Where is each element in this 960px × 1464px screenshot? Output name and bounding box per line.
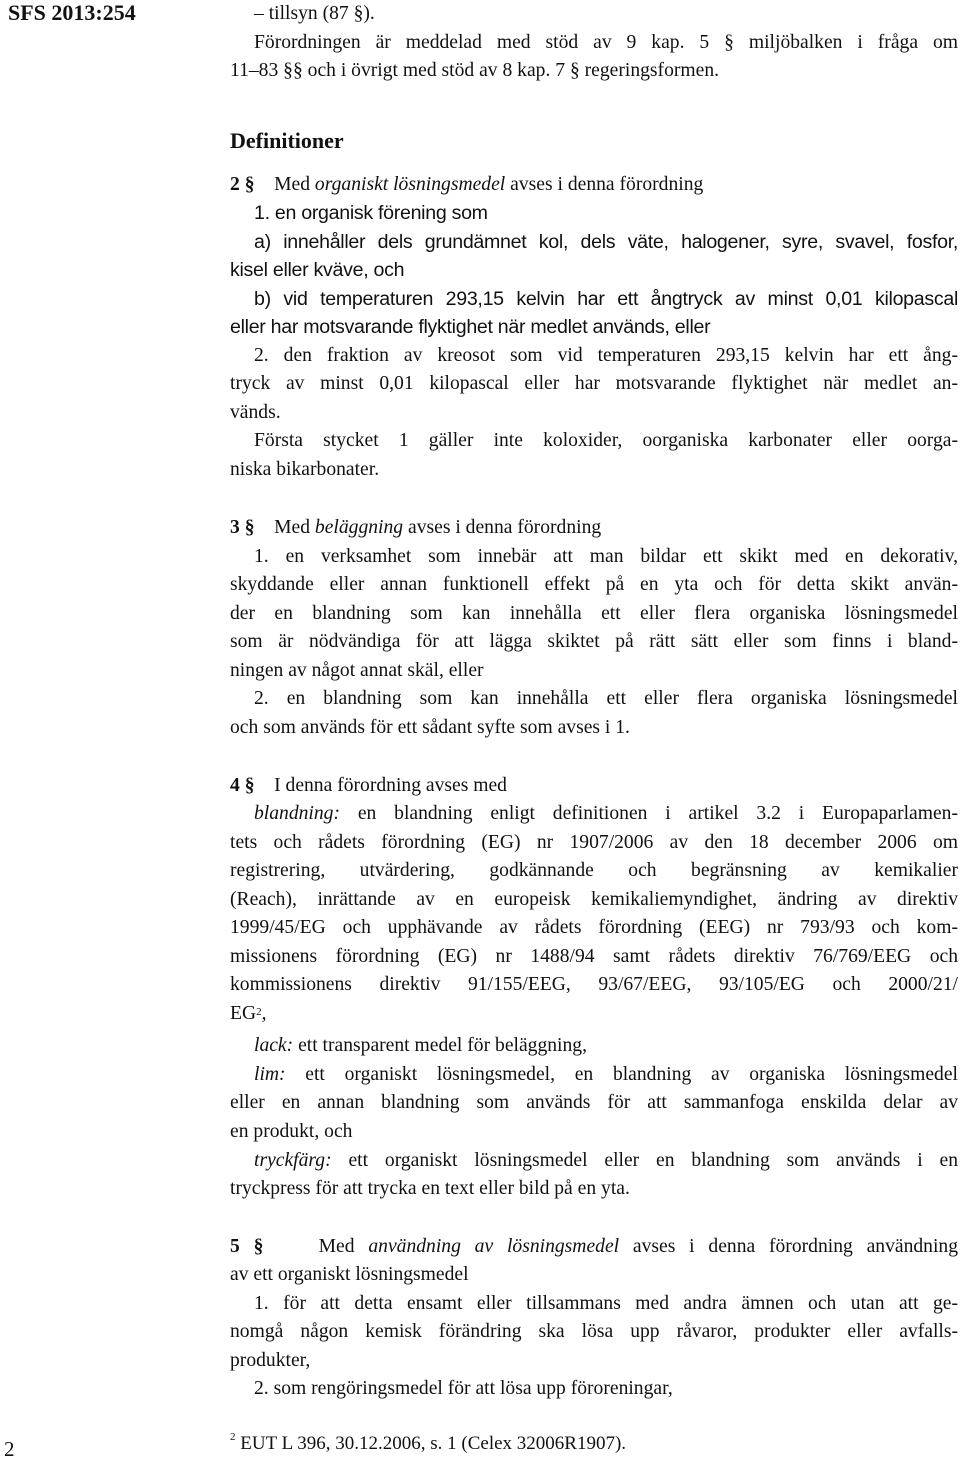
- section-text: Med: [318, 1236, 355, 1257]
- s2-line-1: 1. en organisk förening som: [254, 202, 488, 224]
- section-text: Med: [274, 174, 311, 195]
- s4-line-8: [230, 1000, 958, 1028]
- s5-line-1: 1. för att detta ensamt eller tillsammans med andra ämnen och utan att ge-: [254, 1293, 958, 1314]
- intro-line-1: – tillsyn (87 §).: [254, 3, 375, 24]
- s5-line-4: 2. som rengöringsmedel för att lösa upp föroreningar,: [254, 1378, 673, 1399]
- s4-line-11: eller en annan blandning som används för att sammanfoga enskilda delar av: [230, 1092, 958, 1113]
- definition-text: ett transparent medel för beläggning,: [298, 1035, 587, 1056]
- s2-line-3: kisel eller kväve, och: [230, 259, 405, 281]
- s3-line-1: 1. en verksamhet som innebär att man bildar ett skikt med en dekorativ,: [254, 546, 958, 567]
- definition-text: ,: [261, 1003, 267, 1024]
- s4-line-9: [254, 1032, 958, 1060]
- s2-line-10: niska bikarbonater.: [230, 459, 380, 480]
- footnote: [230, 1433, 626, 1455]
- s4-line-4: (Reach), inrättande av en europeisk kemikaliemyndighet, ändring av direktiv: [230, 889, 958, 910]
- s2-line-8: vänds.: [230, 402, 281, 423]
- section-text: I denna förordning avses med: [274, 775, 507, 796]
- section-4-title: [230, 772, 958, 800]
- s5-line-2: nomgå någon kemisk förändring ska lösa upp råvaror, produkter eller avfalls-: [230, 1321, 958, 1342]
- definition-text: en blandning enligt definitionen i artikel 3.2 i Europaparlamen-: [357, 803, 958, 824]
- s2-line-4: b) vid temperaturen 293,15 kelvin har ett ångtryck av minst 0,01 kilopascal: [254, 288, 958, 310]
- section-number: 3 §: [230, 517, 255, 538]
- s2-line-2: a) innehåller dels grundämnet kol, dels väte, halogener, syre, svavel, fosfor,: [254, 231, 958, 253]
- s3-line-5: ningen av något annat skäl, eller: [230, 660, 484, 681]
- section-text: avses i denna förordning: [408, 517, 602, 538]
- s2-line-6: 2. den fraktion av kreosot som vid temperaturen 293,15 kelvin har ett ång-: [254, 345, 958, 366]
- section-3-title: [230, 514, 958, 542]
- s4-line-6: missionens förordning (EG) nr 1488/94 samt rådets direktiv 76/769/EEG och: [230, 946, 958, 967]
- page-number: 2: [4, 1437, 15, 1461]
- s3-line-4: som är nödvändiga för att lägga skiktet på rätt sätt eller som finns i bland-: [230, 631, 958, 652]
- s3-line-2: skyddande eller annan funktionell effekt på en yta och för detta skikt använ-: [230, 574, 958, 595]
- section-text: Med: [274, 517, 311, 538]
- section-5-title: [230, 1233, 958, 1261]
- intro-line-3: 11–83 §§ och i övrigt med stöd av 8 kap. 7 § regeringsformen.: [230, 60, 720, 81]
- s4-line-7: kommissionens direktiv 91/155/EEG, 93/67/EEG, 93/105/EG och 2000/21/: [230, 974, 958, 995]
- section-text: avses i denna förordning användning: [632, 1236, 959, 1257]
- s2-line-7: tryck av minst 0,01 kilopascal eller har motsvarande flyktighet när medlet an-: [230, 373, 958, 394]
- s2-line-9: Första stycket 1 gäller inte koloxider, oorganiska karbonater eller oorga-: [254, 430, 958, 451]
- section-2-title: [230, 171, 958, 199]
- s3-line-3: der en blandning som kan innehålla ett eller flera organiska lösningsmedel: [230, 603, 958, 624]
- s4-line-10: [254, 1061, 958, 1089]
- defined-term: lack:: [254, 1035, 294, 1056]
- defined-term: blandning:: [254, 803, 340, 824]
- definition-text: EG: [230, 1003, 257, 1024]
- section-text: avses i denna förordning: [510, 174, 704, 195]
- definition-text: ett organiskt lösningsmedel eller en blandning som används i en: [348, 1150, 958, 1171]
- section-heading: Definitioner: [230, 128, 344, 153]
- s4-line-1: [254, 800, 958, 828]
- s4-line-5: 1999/45/EG och upphävande av rådets förordning (EEG) nr 793/93 och kom-: [230, 917, 958, 938]
- s3-line-6: 2. en blandning som kan innehålla ett eller flera organiska lösningsmedel: [254, 688, 958, 709]
- s4-line-13: [254, 1147, 958, 1175]
- s4-line-2: tets och rådets förordning (EG) nr 1907/2006 av den 18 december 2006 om: [230, 832, 958, 853]
- definition-text: ett organiskt lösningsmedel, en blandning av organiska lösningsmedel: [305, 1064, 958, 1085]
- s5-line-0: av ett organiskt lösningsmedel: [230, 1264, 469, 1285]
- s3-line-7: och som används för ett sådant syfte som avses i 1.: [230, 717, 630, 738]
- defined-term: tryckfärg:: [254, 1150, 332, 1171]
- defined-term: beläggning: [314, 517, 404, 538]
- s4-line-12: en produkt, och: [230, 1121, 353, 1142]
- footnote-text: EUT L 396, 30.12.2006, s. 1 (Celex 32006R1907).: [240, 1433, 627, 1454]
- s4-line-14: tryckpress för att trycka en text eller bild på en yta.: [230, 1178, 630, 1199]
- defined-term: lim:: [254, 1064, 286, 1085]
- intro-line-2: Förordningen är meddelad med stöd av 9 kap. 5 § miljöbalken i fråga om: [254, 32, 958, 53]
- defined-term: organiskt lösningsmedel: [314, 174, 506, 195]
- section-number: 4 §: [230, 775, 255, 796]
- defined-term: användning av lösningsmedel: [368, 1236, 620, 1257]
- section-number: 2 §: [230, 174, 255, 195]
- footnote-number: 2: [230, 1431, 236, 1443]
- sfs-header: SFS 2013:254: [8, 0, 136, 25]
- s4-line-3: registrering, utvärdering, godkännande och begränsning av kemikalier: [230, 860, 958, 881]
- s5-line-3: produkter,: [230, 1350, 311, 1371]
- s2-line-5: eller har motsvarande flyktighet när medlet används, eller: [230, 316, 711, 338]
- footnote-ref: 2: [256, 1006, 262, 1018]
- section-number: 5 §: [230, 1236, 264, 1257]
